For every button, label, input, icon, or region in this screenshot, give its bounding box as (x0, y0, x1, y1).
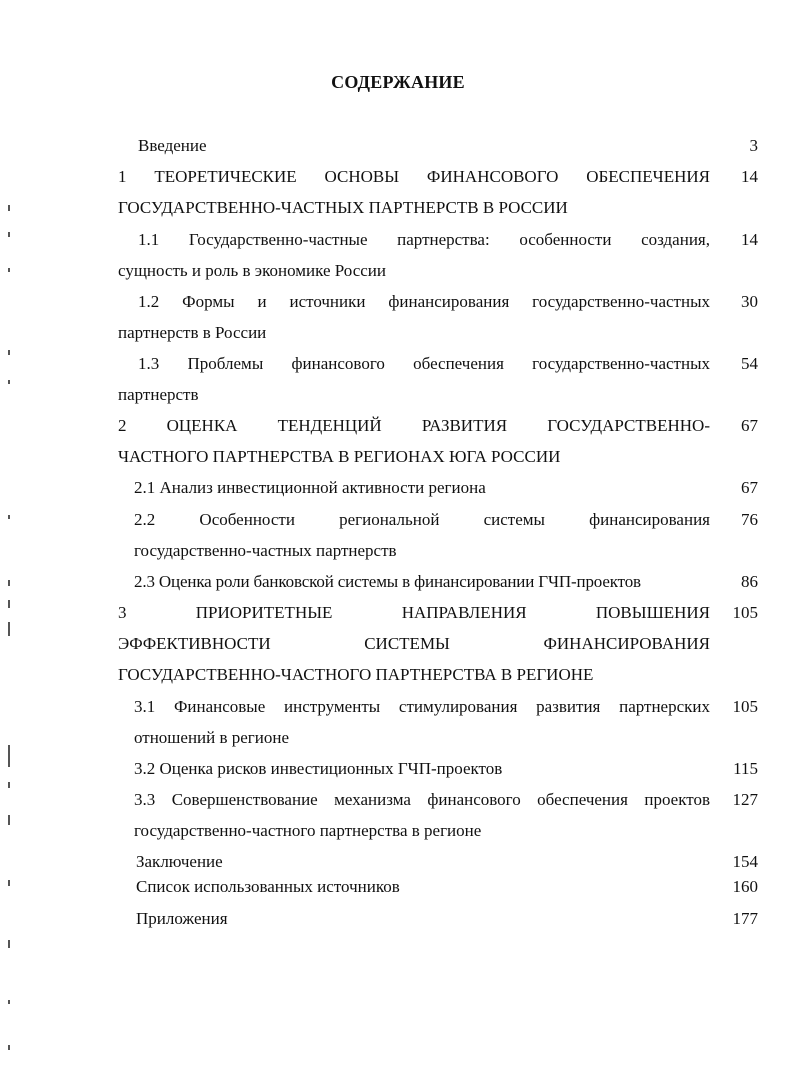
toc-chapter-1-line-2: ГОСУДАРСТВЕННО-ЧАСТНЫХ ПАРТНЕРСТВ В РОССИИ (118, 198, 568, 217)
toc-page-section-1-3: 54 (741, 354, 758, 373)
scan-artifact (8, 380, 10, 384)
scan-artifact (8, 600, 10, 608)
toc-page-section-3-2: 115 (733, 759, 758, 778)
toc-section-2-2-line-2: государственно-частных партнерств (134, 541, 397, 560)
toc-section-1-3-line-2: партнерств (118, 385, 199, 404)
toc-section-1-2-line-1: 1.2 Формы и источники финансирования государственно-частных (138, 292, 710, 311)
page-title: СОДЕРЖАНИЕ (331, 72, 465, 92)
scan-artifact (8, 745, 10, 767)
toc-section-3-3-line-1: 3.3 Совершенствование механизма финансового обеспечения проектов (134, 790, 710, 809)
toc-chapter-1-line-1: 1 ТЕОРЕТИЧЕСКИЕ ОСНОВЫ ФИНАНСОВОГО ОБЕСПЕЧЕНИЯ (118, 167, 710, 186)
toc-page-section-3-1: 105 (732, 697, 758, 716)
toc-chapter-3-line-1: 3 ПРИОРИТЕТНЫЕ НАПРАВЛЕНИЯ ПОВЫШЕНИЯ (118, 603, 710, 622)
scan-artifact (8, 580, 10, 586)
scan-artifact (8, 622, 10, 636)
toc-page-references: 160 (732, 877, 758, 896)
toc-page-section-2-3: 86 (741, 572, 758, 591)
toc-section-2-1: 2.1 Анализ инвестиционной активности региона (134, 478, 486, 497)
toc-section-1-1-line-1: 1.1 Государственно-частные партнерства: особенности создания, (138, 230, 710, 249)
toc-page-chapter-3: 105 (732, 603, 758, 622)
toc-chapter-2-line-1: 2 ОЦЕНКА ТЕНДЕНЦИЙ РАЗВИТИЯ ГОСУДАРСТВЕННО- (118, 416, 710, 435)
toc-page-section-1-2: 30 (741, 292, 758, 311)
toc-section-3-2: 3.2 Оценка рисков инвестиционных ГЧП-проектов (134, 759, 503, 778)
toc-page-section-1-1: 14 (741, 230, 758, 249)
scan-artifact (8, 1000, 10, 1004)
toc-chapter-3-line-3: ГОСУДАРСТВЕННО-ЧАСТНОГО ПАРТНЕРСТВА В РЕГИОНЕ (118, 665, 594, 684)
toc-page-section-3-3: 127 (732, 790, 758, 809)
scan-artifact (8, 880, 10, 886)
toc-entry-references: Список использованных источников (136, 877, 400, 896)
scan-artifact (8, 940, 10, 948)
toc-section-2-3: 2.3 Оценка роли банковской системы в финансировании ГЧП-проектов (134, 572, 641, 591)
toc-chapter-3-line-2: ЭФФЕКТИВНОСТИ СИСТЕМЫ ФИНАНСИРОВАНИЯ (118, 634, 710, 653)
toc-entry-conclusion: Заключение (136, 852, 223, 871)
toc-section-3-3-line-2: государственно-частного партнерства в регионе (134, 821, 482, 840)
toc-section-3-1-line-1: 3.1 Финансовые инструменты стимулирования развития партнерских (134, 697, 710, 716)
scan-artifact (8, 782, 10, 788)
toc-page-section-2-2: 76 (741, 510, 758, 529)
toc-chapter-2-line-2: ЧАСТНОГО ПАРТНЕРСТВА В РЕГИОНАХ ЮГА РОССИИ (118, 447, 561, 466)
scan-artifact (8, 1045, 10, 1050)
toc-page-chapter-2: 67 (741, 416, 758, 435)
scan-artifact (8, 232, 10, 237)
toc-page-appendices: 177 (732, 909, 758, 928)
toc-page-section-2-1: 67 (741, 478, 758, 497)
toc-section-1-3-line-1: 1.3 Проблемы финансового обеспечения государственно-частных (138, 354, 710, 373)
toc-entry-intro: Введение (138, 136, 207, 155)
toc-entry-appendices: Приложения (136, 909, 228, 928)
scan-artifact (8, 350, 10, 355)
scan-artifact (8, 205, 10, 211)
toc-page-conclusion: 154 (732, 852, 758, 871)
toc-section-2-2-line-1: 2.2 Особенности региональной системы финансирования (134, 510, 710, 529)
scan-artifact (8, 268, 10, 272)
toc-page-intro: 3 (749, 136, 758, 155)
toc-section-1-1-line-2: сущность и роль в экономике России (118, 261, 386, 280)
toc-section-1-2-line-2: партнерств в России (118, 323, 267, 342)
toc-section-3-1-line-2: отношений в регионе (134, 728, 290, 747)
toc-page-chapter-1: 14 (741, 167, 758, 186)
scan-artifact (8, 815, 10, 825)
scan-artifact (8, 515, 10, 519)
